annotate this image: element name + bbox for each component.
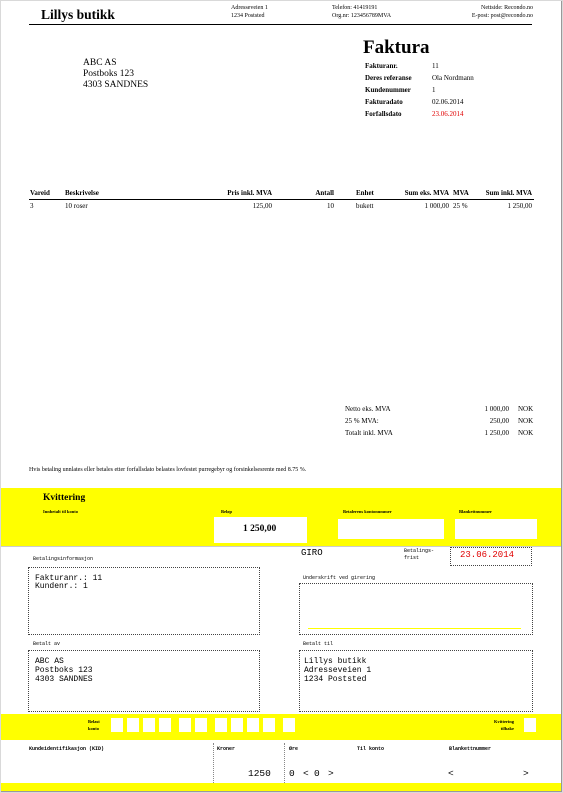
account-digit-cell[interactable] — [159, 718, 171, 732]
seller-address-line2: 1234 Poststed — [231, 13, 265, 19]
seller-orgnr: Org.nr: 123456789MVA — [332, 13, 392, 19]
payer-account-box — [338, 519, 444, 539]
col-header-vareid: Vareid — [30, 189, 50, 197]
ore-value: 0 — [289, 768, 295, 779]
account-digit-cell[interactable] — [143, 718, 155, 732]
debit-account-label1: Belast — [88, 719, 100, 724]
col-header-sum-eks: Sum eks. MVA — [404, 189, 449, 197]
bottom-strip — [1, 783, 561, 791]
seller-address-line1: Adresseveien 1 — [231, 5, 268, 11]
table-cell-vareid: 3 — [30, 202, 34, 210]
kroner-value: 1250 — [248, 768, 271, 779]
account-digit-cell[interactable] — [263, 718, 275, 732]
debit-account-label2: konto — [88, 726, 100, 731]
account-digit-cell[interactable] — [215, 718, 227, 732]
paid-to-line: 1234 Poststed — [304, 675, 367, 684]
invoice-field-value: 11 — [432, 62, 439, 70]
invoice-field-label: Fakturadato — [365, 98, 403, 106]
invoice-field-label: Forfallsdato — [365, 110, 402, 118]
receipt-return-checkbox[interactable] — [524, 718, 536, 732]
to-account-label: Til konto — [357, 746, 385, 752]
due-label-line1: Betalings- — [404, 548, 435, 554]
payment-info-line2: Kundenr.: 1 — [35, 582, 88, 591]
signature-label: Underskrift ved girering — [303, 575, 376, 581]
header-divider — [29, 24, 532, 25]
total-label: 25 % MVA: — [345, 417, 379, 425]
seller-name: Lillys butikk — [41, 7, 115, 22]
field-separator — [284, 743, 285, 783]
col-header-mva: MVA — [453, 189, 469, 197]
receipt-title: Kvittering — [43, 493, 86, 503]
payment-note: Hvis betaling unnlates eller betales etter forfallsdato belastes lovfestet purregebyr og forsinkelsesrente med 8.75 %. — [29, 467, 307, 473]
invoice-field-value: 02.06.2014 — [432, 98, 464, 106]
customer-address-line1: Postboks 123 — [83, 69, 134, 79]
paid-to-line: Lillys butikk — [304, 657, 367, 666]
form-arrow-left: < — [448, 768, 454, 779]
field-separator — [213, 743, 214, 783]
form-arrow-right: > — [523, 768, 529, 779]
table-cell-sum-inkl: 1 250,00 — [507, 202, 532, 210]
account-digit-cell[interactable] — [247, 718, 259, 732]
account-digit-cell[interactable] — [179, 718, 191, 732]
paid-by-label: Betalt av — [33, 641, 61, 647]
arrow-right: > — [328, 768, 334, 779]
giro-due-date: 23.06.2014 — [460, 550, 515, 560]
invoice-field-value: Ola Nordmann — [432, 74, 474, 82]
invoice-field-value: 1 — [432, 86, 436, 94]
payment-info-label: Betalingsinformasjon — [33, 556, 94, 562]
giro-label: GIRO — [301, 548, 323, 558]
signature-line — [308, 628, 521, 629]
col-header-pris: Pris inkl. MVA — [227, 189, 272, 197]
invoice-title: Faktura — [363, 37, 430, 58]
due-label-line2: frist — [404, 555, 420, 561]
col-header-sum-inkl: Sum inkl. MVA — [485, 189, 532, 197]
form-number-bottom-label: Blankettnummer — [449, 746, 492, 752]
amount-label: Beløp — [221, 509, 233, 514]
total-amount: 250,00 — [489, 417, 509, 425]
arrow-left: < — [303, 768, 309, 779]
account-digit-cell[interactable] — [111, 718, 123, 732]
paid-by-line: Postboks 123 — [35, 666, 93, 675]
total-amount: 1 250,00 — [484, 429, 509, 437]
table-cell-beskrivelse: 10 roser — [65, 202, 88, 210]
ore-label: Øre — [289, 746, 299, 752]
account-digit-cell[interactable] — [283, 718, 295, 732]
total-label: Netto eks. MVA — [345, 405, 391, 413]
paid-by-line: ABC AS — [35, 657, 64, 666]
seller-website: Nettside: Recondo.no — [481, 5, 533, 11]
payer-account-label: Betalerens kontonummer — [343, 509, 392, 514]
table-cell-mva: 25 % — [453, 202, 468, 210]
total-label: Totalt inkl. MVA — [345, 429, 393, 437]
kid-label: Kundeidentifikasjon (KID) — [29, 746, 105, 752]
total-currency: NOK — [518, 429, 534, 437]
total-amount: 1 000,00 — [484, 405, 509, 413]
table-cell-pris: 125,00 — [252, 202, 272, 210]
total-currency: NOK — [518, 417, 534, 425]
customer-name: ABC AS — [83, 58, 117, 68]
form-number-box — [455, 519, 537, 539]
col-header-enhet: Enhet — [356, 189, 374, 197]
invoice-field-label: Fakturanr. — [365, 62, 398, 70]
due-date-value: 23.06.2014 — [432, 110, 464, 118]
table-header-divider — [29, 199, 534, 200]
col-header-beskrivelse: Beskrivelse — [65, 189, 99, 197]
paid-to-label: Betalt til — [303, 641, 334, 647]
receipt-return-label2: tilbake — [500, 726, 514, 731]
form-number-label: Blankettnummer — [459, 509, 492, 514]
total-currency: NOK — [518, 405, 534, 413]
account-digit-cell[interactable] — [195, 718, 207, 732]
paid-to-line: Adresseveien 1 — [304, 666, 372, 675]
paid-by-line: 4303 SANDNES — [35, 675, 93, 684]
account-strip — [1, 714, 561, 740]
ore-value-repeat: 0 — [314, 768, 320, 779]
seller-phone: Telefon: 41419191 — [332, 5, 378, 11]
table-cell-antall: 10 — [327, 202, 334, 210]
table-cell-sum-eks: 1 000,00 — [424, 202, 449, 210]
table-cell-enhet: bukett — [356, 202, 374, 210]
invoice-field-label: Kundenummer — [365, 86, 411, 94]
amount-value: 1 250,00 — [243, 524, 277, 534]
paid-to-account-label: Innbetalt til konto — [43, 509, 79, 514]
invoice-page — [1, 1, 562, 792]
kroner-label: Kroner — [217, 746, 236, 752]
payment-info-line1: Fakturanr.: 11 — [35, 574, 103, 583]
col-header-antall: Antall — [315, 189, 334, 197]
seller-email: E-post: post@recondo.no — [471, 13, 533, 19]
invoice-field-label: Deres referanse — [365, 74, 412, 82]
account-digit-cell[interactable] — [127, 718, 139, 732]
receipt-return-label1: Kvittering — [494, 719, 514, 724]
customer-address-line2: 4303 SANDNES — [83, 80, 149, 90]
account-digit-cell[interactable] — [231, 718, 243, 732]
